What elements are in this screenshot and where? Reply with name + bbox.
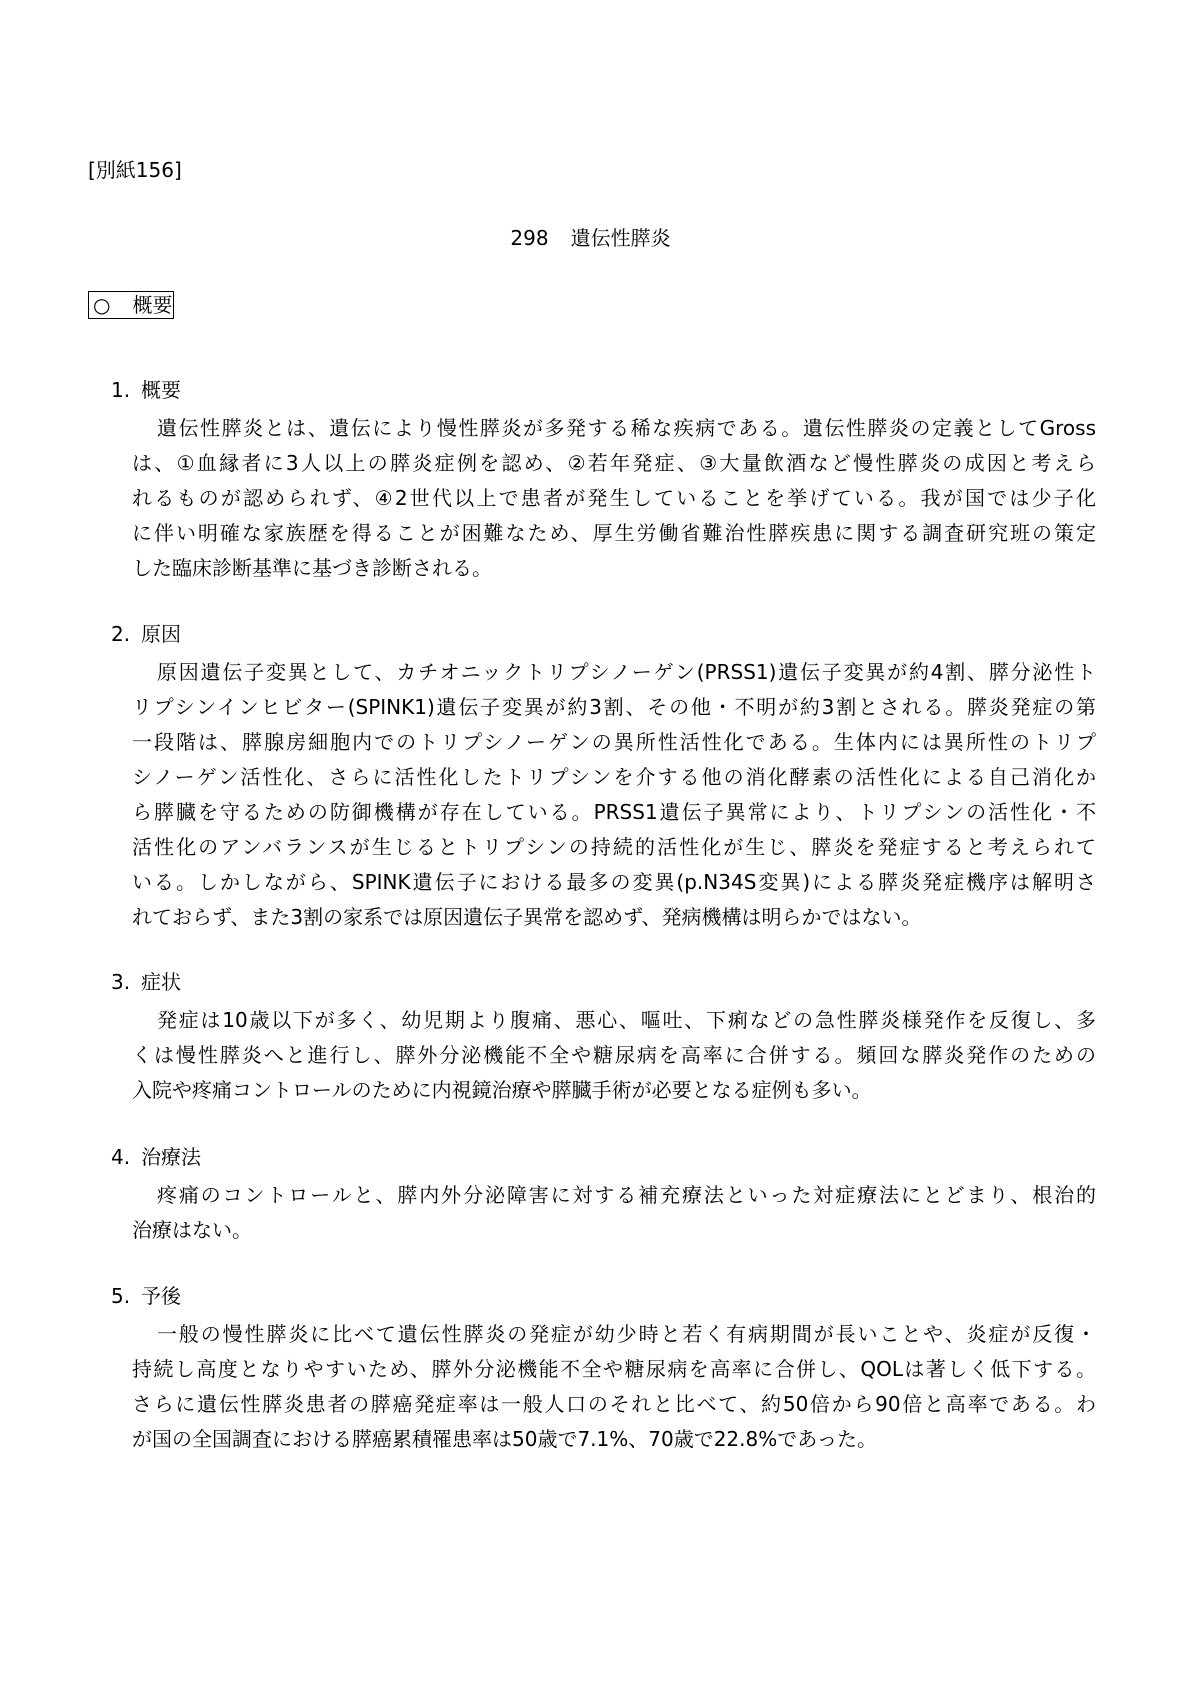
section-title: 治療法	[141, 1145, 201, 1169]
section-heading	[111, 1142, 1096, 1178]
paragraph-line: さらに遺伝性膵炎患者の膵癌発症率は一般人口のそれと比べて、約50倍から90倍と高率である。わ	[132, 1392, 1096, 1416]
paragraph-line: 入院や疼痛コントロールのために内視鏡治療や膵臓手術が必要となる症例も多い。	[132, 1078, 872, 1102]
paragraph-line: 活性化のアンバランスが生じるとトリプシンの持続的活性化が生じ、膵炎を発症すると考えられて	[132, 835, 1096, 859]
paragraph-line: 一段階は、膵腺房細胞内でのトリプシノーゲンの異所性活性化である。生体内には異所性のトリプ	[132, 730, 1096, 754]
section-heading	[111, 1281, 1096, 1317]
section-number: 5.	[111, 1284, 131, 1308]
section	[111, 1142, 1096, 1248]
paragraph-line: シノーゲン活性化、さらに活性化したトリプシンを介する他の消化酵素の活性化による自己消化か	[132, 765, 1096, 789]
section	[111, 967, 1096, 1108]
paragraph-line: 持続し高度となりやすいため、膵外分泌機能不全や糖尿病を高率に合併し、QOLは著しく低下する。	[132, 1357, 1096, 1381]
paragraph-line: に伴い明確な家族歴を得ることが困難なため、厚生労働省難治性膵疾患に関する調査研究班の策定	[132, 521, 1096, 545]
paragraph-line: ら膵臓を守るための防御機構が存在している。PRSS1遺伝子異常により、トリプシンの活性化・不	[132, 800, 1096, 824]
section-title: 概要	[141, 378, 181, 402]
paragraph-line: リプシンインヒビター(SPINK1)遺伝子変異が約3割、その他・不明が約3割とされる。膵炎発症の第	[132, 695, 1096, 719]
section	[111, 1281, 1096, 1457]
paragraph-line: 疼痛のコントロールと、膵内外分泌障害に対する補充療法といった対症療法にとどまり、根治的	[157, 1183, 1096, 1207]
paragraph-line: 発症は10歳以下が多く、幼児期より腹痛、悪心、嘔吐、下痢などの急性膵炎様発作を反復し、多	[157, 1008, 1096, 1032]
paragraph-line: れておらず、また3割の家系では原因遺伝子異常を認めず、発病機構は明らかではない。	[132, 905, 922, 929]
attachment-label: [別紙156]	[88, 158, 182, 182]
disease-number: 298	[510, 226, 549, 250]
disease-name: 遺伝性膵炎	[570, 226, 671, 250]
summary-heading-box	[88, 291, 174, 319]
paragraph-line: 治療はない。	[132, 1218, 252, 1242]
paragraph-line: 原因遺伝子変異として、カチオニックトリプシノーゲン(PRSS1)遺伝子変異が約4割、膵分泌性ト	[157, 660, 1096, 684]
paragraph-line: れるものが認められず、④2世代以上で患者が発生していることを挙げている。我が国では少子化	[132, 486, 1096, 510]
page-title	[0, 222, 1181, 251]
paragraph-line: いる。しかしながら、SPINK遺伝子における最多の変異(p.N34S変異)による膵炎発症機序は解明さ	[132, 870, 1096, 894]
section	[111, 619, 1096, 935]
paragraph-line: は、①血縁者に3人以上の膵炎症例を認め、②若年発症、③大量飲酒など慢性膵炎の成因と考えら	[132, 451, 1096, 475]
section-number: 1.	[111, 378, 131, 402]
section-heading	[111, 967, 1096, 1003]
section-number: 3.	[111, 970, 131, 994]
circle-symbol: ○	[93, 293, 111, 317]
section-title: 予後	[141, 1284, 181, 1308]
section-number: 4.	[111, 1145, 131, 1169]
section-heading	[111, 375, 1096, 411]
paragraph-line: 遺伝性膵炎とは、遺伝により慢性膵炎が多発する稀な疾病である。遺伝性膵炎の定義としてGross	[157, 416, 1096, 440]
section	[111, 375, 1096, 586]
section-title: 原因	[141, 622, 181, 646]
section-heading	[111, 619, 1096, 655]
paragraph-line: 一般の慢性膵炎に比べて遺伝性膵炎の発症が幼少時と若く有病期間が長いことや、炎症が反復・	[157, 1322, 1096, 1346]
paragraph-line: した臨床診断基準に基づき診断される。	[132, 556, 492, 580]
section-title: 症状	[141, 970, 181, 994]
summary-heading-label: 概要	[132, 293, 173, 317]
paragraph-line: が国の全国調査における膵癌累積罹患率は50歳で7.1%、70歳で22.8%であった。	[132, 1427, 878, 1451]
paragraph-line: くは慢性膵炎へと進行し、膵外分泌機能不全や糖尿病を高率に合併する。頻回な膵炎発作のための	[132, 1043, 1096, 1067]
section-number: 2.	[111, 622, 131, 646]
